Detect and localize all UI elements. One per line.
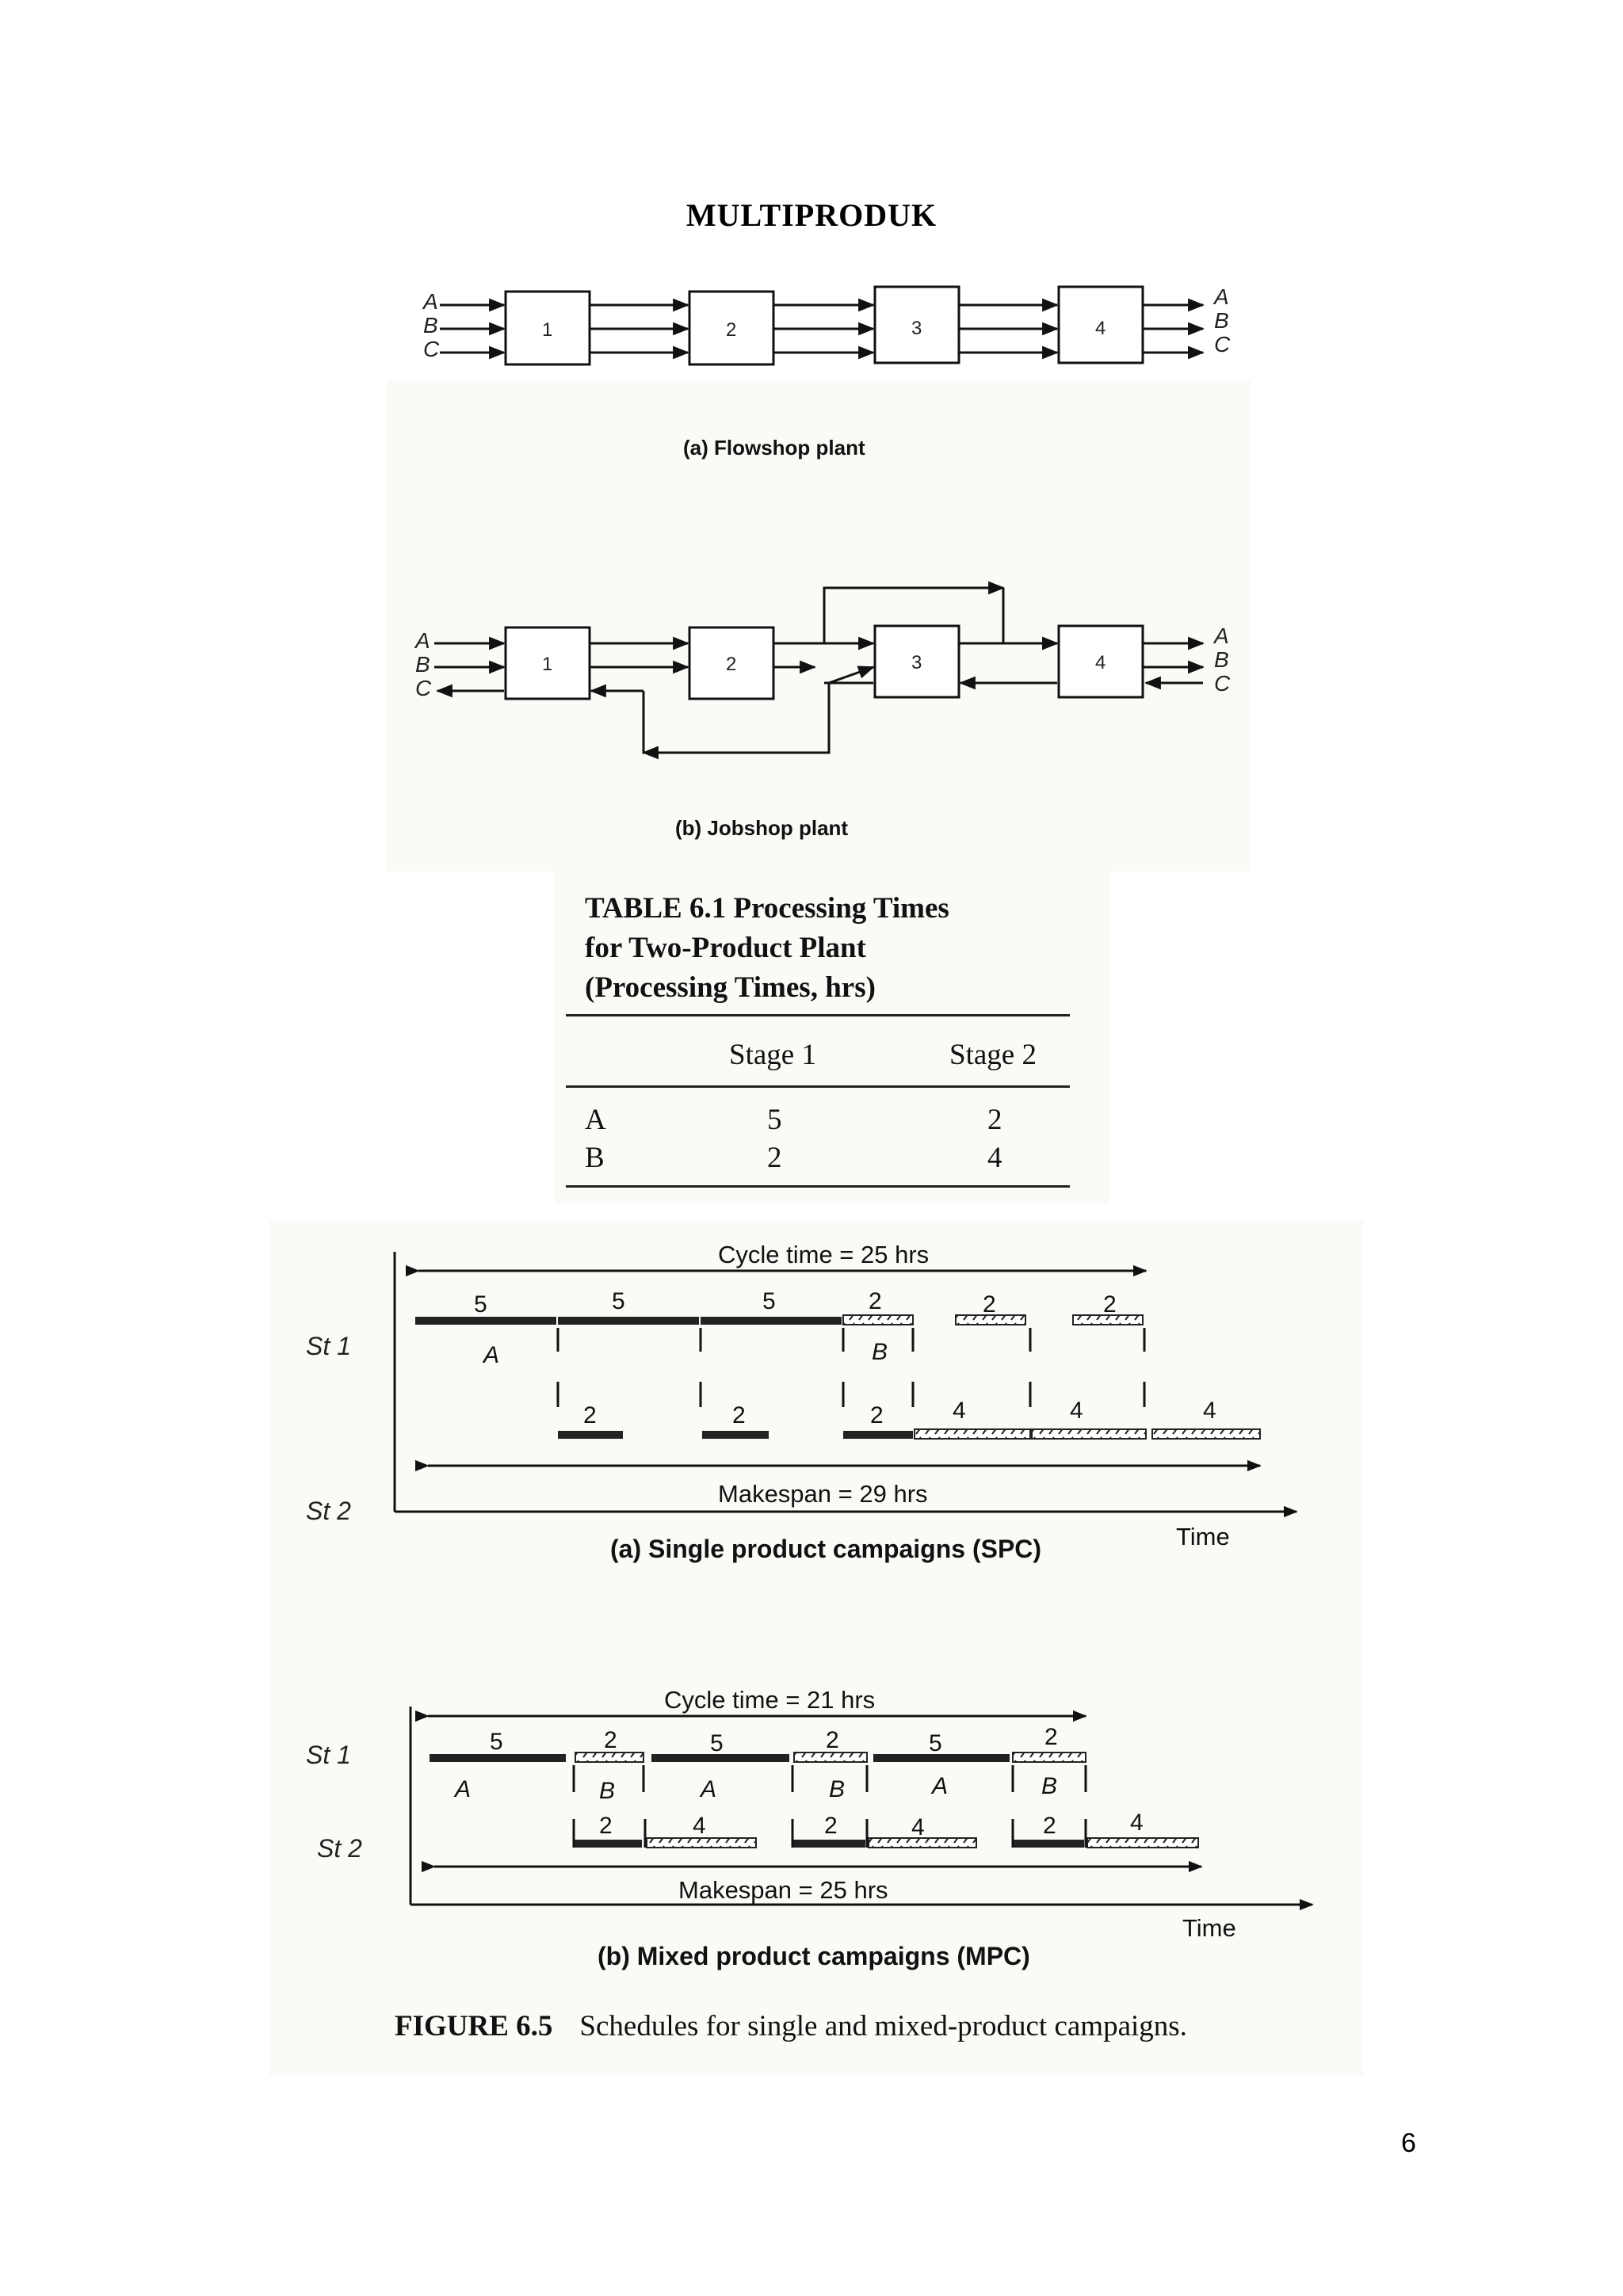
spc-st1-bar-a3 bbox=[701, 1317, 842, 1325]
spc-st1-bar-a2 bbox=[558, 1317, 699, 1325]
mpc-st1-product-3: A bbox=[701, 1776, 717, 1802]
job-output-a: A bbox=[1214, 624, 1229, 648]
mpc-st2-bar-b3 bbox=[1087, 1838, 1198, 1848]
table-row-b-stage2: 4 bbox=[987, 1142, 1002, 1174]
job-output-c: C bbox=[1214, 671, 1231, 696]
figure-caption-label: FIGURE 6.5 bbox=[395, 2010, 553, 2042]
mpc-cycle-time: Cycle time = 21 hrs bbox=[664, 1686, 876, 1714]
mpc-st1-product-6: B bbox=[1041, 1773, 1058, 1799]
spc-st1-product-a: A bbox=[483, 1342, 500, 1368]
spc-st2-label-5: 4 bbox=[1070, 1398, 1083, 1424]
spc-st1-label-2: 5 bbox=[612, 1288, 625, 1314]
job-stage-4-label: 4 bbox=[1095, 652, 1106, 673]
flow-output-c: C bbox=[1214, 332, 1231, 357]
spc-st2-bar-b1 bbox=[915, 1429, 1030, 1439]
spc-makespan: Makespan = 29 hrs bbox=[718, 1480, 928, 1508]
spc-stage2-label: St 2 bbox=[306, 1497, 351, 1525]
job-stage-3-label: 3 bbox=[911, 652, 922, 673]
mpc-makespan: Makespan = 25 hrs bbox=[678, 1876, 888, 1904]
mpc-st1-product-4: B bbox=[829, 1776, 846, 1802]
spc-time-label: Time bbox=[1176, 1523, 1230, 1550]
table-row-a-stage1: 5 bbox=[767, 1104, 782, 1136]
spc-st2-label-3: 2 bbox=[870, 1402, 884, 1428]
spc-st2-bar-b2 bbox=[1032, 1429, 1146, 1439]
spc-st1-product-b: B bbox=[872, 1339, 888, 1365]
jobshop-caption: (b) Jobshop plant bbox=[675, 816, 849, 840]
mpc-time-label: Time bbox=[1182, 1914, 1236, 1942]
mpc-st1-product-5: A bbox=[932, 1773, 949, 1799]
mpc-caption: (b) Mixed product campaigns (MPC) bbox=[598, 1942, 1030, 1970]
flow-stage-2-label: 2 bbox=[726, 319, 737, 341]
mpc-stage2-label: St 2 bbox=[317, 1834, 362, 1863]
spc-st1-label-6: 2 bbox=[1103, 1291, 1117, 1318]
spc-st2-bar-a2 bbox=[702, 1431, 769, 1439]
table-title-line-2: for Two-Product Plant bbox=[585, 932, 866, 964]
mpc-st1-label-2: 2 bbox=[604, 1727, 617, 1753]
mpc-st2-label-6: 4 bbox=[1130, 1810, 1144, 1836]
job-output-b: B bbox=[1214, 647, 1229, 672]
page-number: 6 bbox=[1401, 2128, 1416, 2158]
mpc-st2-label-1: 2 bbox=[599, 1813, 613, 1839]
spc-st2-bar-b3 bbox=[1152, 1429, 1260, 1439]
mpc-st1-label-1: 5 bbox=[490, 1729, 503, 1755]
flow-output-a: A bbox=[1214, 284, 1229, 309]
flowshop-caption: (a) Flowshop plant bbox=[683, 436, 865, 460]
mpc-st2-bar-b1 bbox=[647, 1838, 756, 1848]
flow-stage-1-label: 1 bbox=[542, 319, 553, 341]
spc-st2-bar-a3 bbox=[843, 1431, 913, 1439]
table-header-stage1: Stage 1 bbox=[729, 1039, 816, 1071]
spc-st2-bar-a1 bbox=[558, 1431, 623, 1439]
mpc-st1-label-4: 2 bbox=[826, 1727, 839, 1753]
spc-st2-label-2: 2 bbox=[732, 1402, 746, 1428]
table-row-a-stage2: 2 bbox=[987, 1104, 1002, 1136]
spc-st2-label-6: 4 bbox=[1203, 1398, 1216, 1424]
mpc-st2-bar-a1 bbox=[574, 1840, 642, 1848]
flow-stage-3-label: 3 bbox=[911, 318, 922, 339]
mpc-st1-label-3: 5 bbox=[710, 1730, 724, 1756]
job-stage-2-label: 2 bbox=[726, 654, 737, 675]
table-row-b-stage1: 2 bbox=[767, 1142, 782, 1174]
mpc-st1-label-6: 2 bbox=[1044, 1724, 1058, 1750]
mpc-st1-bar-b1 bbox=[575, 1753, 643, 1762]
mpc-st2-label-2: 4 bbox=[693, 1813, 706, 1839]
spc-st1-label-4: 2 bbox=[869, 1288, 882, 1314]
mpc-st2-label-5: 2 bbox=[1043, 1813, 1056, 1839]
mpc-st2-label-3: 2 bbox=[824, 1813, 838, 1839]
spc-st1-bar-b1 bbox=[843, 1315, 913, 1325]
figure-caption-text: Schedules for single and mixed-product campaigns. bbox=[579, 2010, 1187, 2042]
spc-st1-label-5: 2 bbox=[983, 1291, 996, 1318]
mpc-st1-label-5: 5 bbox=[929, 1730, 942, 1756]
spc-caption: (a) Single product campaigns (SPC) bbox=[610, 1535, 1042, 1563]
table-header-stage2: Stage 2 bbox=[949, 1039, 1037, 1071]
mpc-stage1-label: St 1 bbox=[306, 1741, 351, 1769]
table-title-line-3: (Processing Times, hrs) bbox=[585, 971, 876, 1004]
table-title-line-1: TABLE 6.1 Processing Times bbox=[585, 892, 949, 925]
spc-st1-label-1: 5 bbox=[474, 1291, 487, 1318]
mpc-st2-bar-a2 bbox=[792, 1840, 865, 1848]
flow-input-b: B bbox=[423, 313, 438, 338]
job-input-a: A bbox=[415, 628, 430, 653]
figure-caption bbox=[395, 2009, 1187, 2043]
job-stage-1-label: 1 bbox=[542, 654, 553, 675]
flow-input-a: A bbox=[423, 289, 438, 314]
flow-output-b: B bbox=[1214, 308, 1229, 333]
table-row-b-product: B bbox=[585, 1142, 605, 1174]
mpc-st1-bar-a1 bbox=[430, 1754, 566, 1762]
spc-st1-bar-a1 bbox=[415, 1317, 556, 1325]
flow-input-c: C bbox=[423, 337, 440, 361]
mpc-st1-product-1: A bbox=[455, 1776, 472, 1802]
table-row-a-product: A bbox=[585, 1104, 606, 1136]
mpc-st1-bar-b3 bbox=[1013, 1753, 1086, 1762]
spc-st2-label-4: 4 bbox=[953, 1398, 966, 1424]
mpc-st1-product-2: B bbox=[599, 1778, 616, 1804]
mpc-st2-label-4: 4 bbox=[911, 1814, 925, 1840]
flow-stage-4-label: 4 bbox=[1095, 318, 1106, 339]
page-heading: MULTIPRODUK bbox=[685, 197, 938, 233]
mpc-st2-bar-a3 bbox=[1013, 1840, 1084, 1848]
spc-stage1-label: St 1 bbox=[306, 1332, 351, 1360]
job-input-c: C bbox=[415, 676, 432, 700]
mpc-st1-bar-b2 bbox=[794, 1753, 867, 1762]
spc-st2-label-1: 2 bbox=[583, 1402, 597, 1428]
spc-st1-label-3: 5 bbox=[762, 1288, 776, 1314]
job-input-b: B bbox=[415, 652, 430, 677]
spc-cycle-time: Cycle time = 25 hrs bbox=[718, 1241, 930, 1268]
